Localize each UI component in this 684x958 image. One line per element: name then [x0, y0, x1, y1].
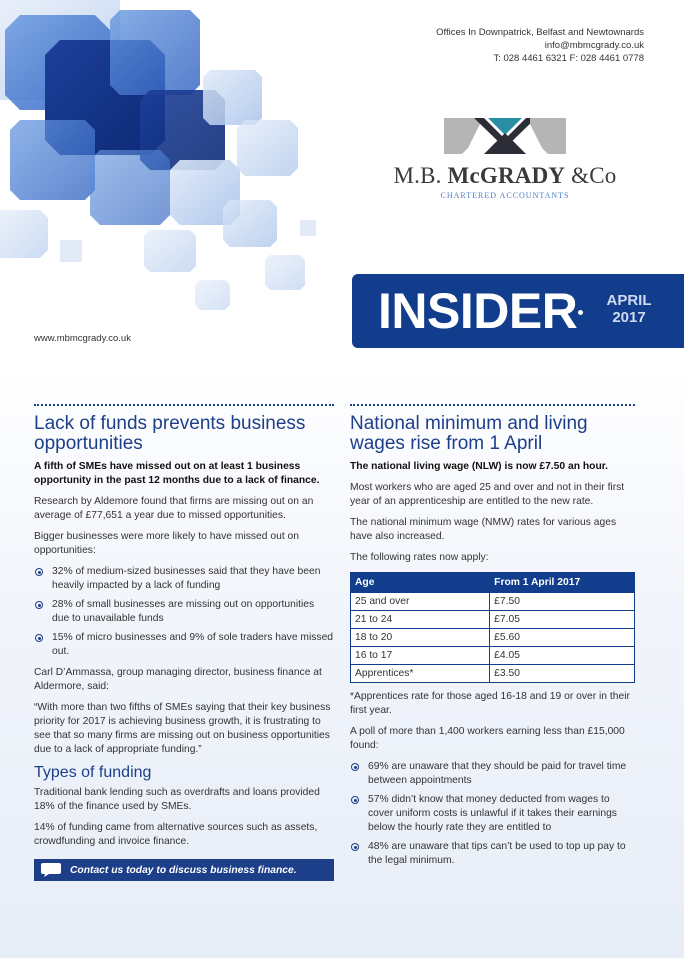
table-footnote: *Apprentices rate for those aged 16-18 and 19 or over in their first year.: [350, 691, 630, 716]
bullet-text: 69% are unaware that they should be paid for travel time between appointments: [368, 761, 627, 786]
table-header-rate: From 1 April 2017: [490, 573, 635, 593]
wage-rates-table: [350, 572, 635, 683]
right-paragraph: Most workers who are aged 25 and over and not in their first year of an apprenticeship are entitled to the new rate.: [350, 482, 625, 507]
dotted-divider: [350, 404, 635, 406]
logo-name-surname: McGRADY: [447, 163, 566, 188]
logo-name: [385, 163, 625, 189]
list-item: [350, 793, 635, 835]
list-item: [34, 565, 334, 593]
list-item: [34, 598, 334, 626]
logo-mark-icon: [444, 118, 566, 154]
right-paragraph: A poll of more than 1,400 workers earning less than £15,000 found:: [350, 726, 625, 751]
banner-title: INSIDER: [378, 283, 578, 339]
bullet-icon: [35, 601, 43, 609]
table-header-row: [351, 573, 635, 593]
bullet-icon: [351, 843, 359, 851]
table-cell-rate: £5.60: [490, 629, 635, 647]
offices-text: Offices In Downpatrick, Belfast and Newtownards: [436, 27, 644, 38]
contact-block: [436, 26, 644, 65]
bullet-text: 48% are unaware that tips can’t be used to top up pay to the legal minimum.: [368, 841, 626, 866]
left-article: [34, 404, 334, 881]
company-logo: [385, 118, 625, 200]
table-row: [351, 593, 635, 611]
table-cell-age: 18 to 20: [351, 629, 490, 647]
bullet-icon: [35, 568, 43, 576]
bullet-icon: [351, 763, 359, 771]
bullet-text: 15% of micro businesses and 9% of sole traders have missed out.: [52, 632, 334, 657]
phone-fax-text: T: 028 4461 6321 F: 028 4461 0778: [493, 53, 644, 64]
list-item: [350, 760, 635, 788]
left-paragraph: Carl D’Ammassa, group managing director, business finance at Aldermore, said:: [34, 667, 322, 692]
table-row: [351, 611, 635, 629]
banner-date: [600, 292, 658, 326]
right-paragraph: The national minimum wage (NMW) rates for various ages have also increased.: [350, 517, 617, 542]
table-cell-rate: £4.05: [490, 647, 635, 665]
right-lead: The national living wage (NLW) is now £7.50 an hour.: [350, 461, 609, 472]
table-cell-rate: £7.50: [490, 593, 635, 611]
list-item: [34, 631, 334, 659]
left-bullet-list: [34, 565, 334, 659]
table-cell-age: 25 and over: [351, 593, 490, 611]
banner-month: APRIL: [606, 292, 652, 309]
dotted-divider: [34, 404, 334, 406]
banner-dot: [578, 310, 583, 315]
table-header-age: Age: [351, 573, 490, 593]
right-article: [350, 404, 635, 875]
logo-name-initials: M.B.: [393, 163, 448, 188]
table-cell-age: 21 to 24: [351, 611, 490, 629]
bullet-text: 32% of medium-sized businesses said that they have been heavily impacted by a lack of funding: [52, 566, 321, 591]
table-cell-rate: £3.50: [490, 665, 635, 683]
left-lead: A fifth of SMEs have missed out on at least 1 business opportunity in the past 12 months due to a lack of finance.: [34, 461, 320, 486]
speech-bubble-icon: [40, 862, 62, 878]
list-item: [350, 840, 635, 868]
bullet-icon: [35, 634, 43, 642]
website-link[interactable]: www.mbmcgrady.co.uk: [34, 333, 131, 344]
table-cell-age: Apprentices*: [351, 665, 490, 683]
bullet-text: 57% didn’t know that money deducted from wages to cover uniform costs is unlawful if it takes their earnings below the hourly rate they are entitled to: [368, 794, 617, 833]
table-row: [351, 665, 635, 683]
email-link[interactable]: info@mbmcgrady.co.uk: [544, 40, 644, 51]
table-row: [351, 647, 635, 665]
right-paragraph: The following rates now apply:: [350, 552, 489, 563]
decorative-artwork: [0, 0, 330, 330]
bullet-icon: [351, 796, 359, 804]
left-paragraph: Bigger businesses were more likely to have missed out on opportunities:: [34, 531, 299, 556]
left-paragraph: Research by Aldemore found that firms are missing out on an average of £77,651 a year due to missed opportunities.: [34, 496, 314, 521]
banner-year: 2017: [612, 309, 646, 326]
table-cell-age: 16 to 17: [351, 647, 490, 665]
left-paragraph: 14% of funding came from alternative sources such as assets, crowdfunding and invoice finance.: [34, 822, 318, 847]
logo-name-tail: &Co: [565, 163, 617, 188]
contact-cta-button[interactable]: [34, 859, 334, 881]
insider-banner: [352, 274, 684, 348]
table-cell-rate: £7.05: [490, 611, 635, 629]
right-bullet-list: [350, 760, 635, 868]
logo-subtitle: CHARTERED ACCOUNTANTS: [440, 191, 570, 200]
left-paragraph: Traditional bank lending such as overdrafts and loans provided 18% of the finance used by SMEs.: [34, 787, 320, 812]
left-subhead: Types of funding: [34, 764, 152, 781]
left-quote: “With more than two fifths of SMEs saying that their key business priority for 2017 is achieving business growth, it is frustrating to see that so many firms are missing out on business opportunities due to a lack of appropriate funding.”: [34, 702, 331, 755]
cta-text: Contact us today to discuss business finance.: [70, 864, 297, 876]
left-headline: Lack of funds prevents business opportunities: [34, 413, 306, 454]
right-headline: National minimum and living wages rise from 1 April: [350, 413, 588, 454]
table-row: [351, 629, 635, 647]
bullet-text: 28% of small businesses are missing out on opportunities due to unavailable funds: [52, 599, 315, 624]
